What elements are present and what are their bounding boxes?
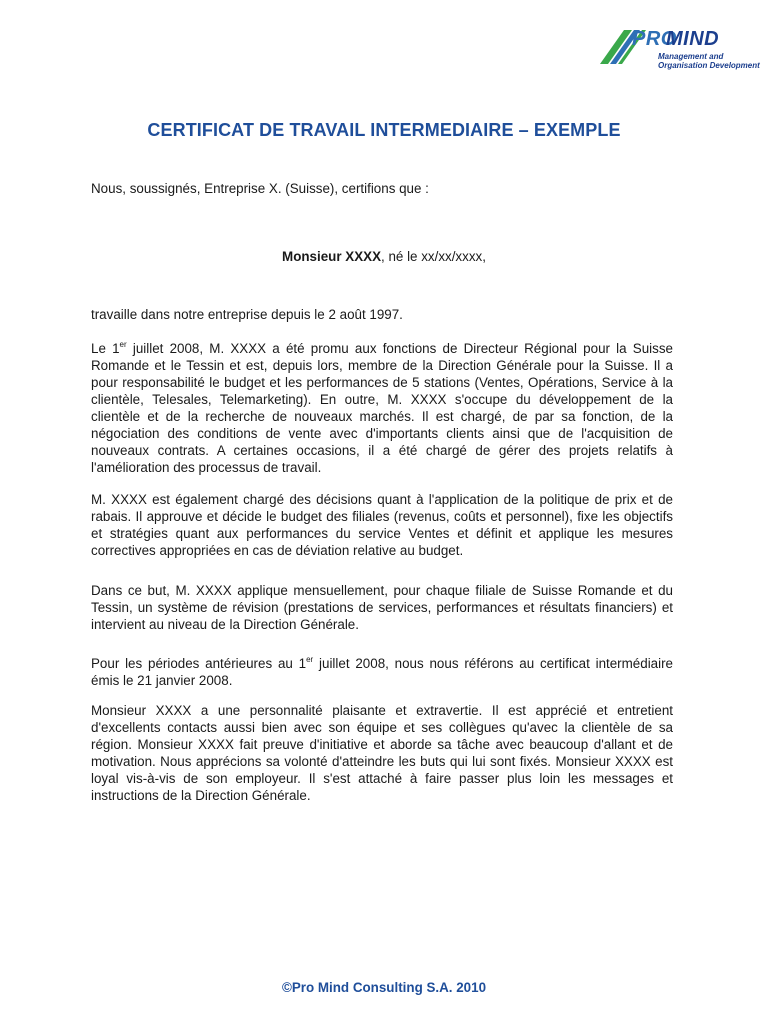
logo-mind-text: MIND <box>666 28 720 50</box>
personality-paragraph: Monsieur XXXX a une personnalité plaisante et extravertie. Il est apprécié et entretient d'excellents contacts aussi bien avec son équipe et ses collègues qu'avec la clientèle de sa région. Monsieur XXXX fait preuve d'initiative et aborde sa tâche avec beaucoup d'allant et de motivation. Nous apprécions sa volonté d'atteindre les buts qui lui sont fixés. Monsieur XXXX est loyal vis-à-vis de son employeur. Il s'est attaché à faire passer plus loin les messages et instructions de la Direction Générale. <box>91 703 673 803</box>
previous-rest: juillet 2008, nous nous référons au certificat intermédiaire émis le 21 janvier 2008. <box>91 656 673 688</box>
logo-pro-text: PRO <box>632 28 677 50</box>
employment-paragraph: travaille dans notre entreprise depuis le 2 août 1997. <box>91 307 403 322</box>
promotion-paragraph <box>91 340 673 476</box>
logo-tagline-1: Management and <box>658 52 724 61</box>
previous-period-paragraph <box>91 655 673 689</box>
document-title: CERTIFICAT DE TRAVAIL INTERMEDIAIRE – EXEMPLE <box>147 120 621 140</box>
copyright-footer: ©Pro Mind Consulting S.A. 2010 <box>281 980 487 995</box>
employee-line <box>0 249 768 264</box>
logo-tagline-2: Organisation Development <box>658 61 760 70</box>
promind-logo <box>596 24 760 80</box>
promotion-sup: er <box>119 339 127 349</box>
previous-prefix: Pour les périodes antérieures au 1 <box>91 656 307 671</box>
review-paragraph: Dans ce but, M. XXXX applique mensuellement, pour chaque filiale de Suisse Romande et du Tessin, un système de révision (prestations de services, performances et résultats financiers) et intervient au niveau de la Direction Générale. <box>91 583 673 632</box>
promotion-prefix: Le 1 <box>91 341 120 356</box>
promotion-rest: juillet 2008, M. XXXX a été promu aux fonctions de Directeur Régional pour la Suisse Romande et le Tessin et est, depuis lors, membre de la Direction Générale pour la Suisse. Il a pour responsabilité le budget et les performances de 5 stations (Ventes, Opérations, Service à la clientèle, Telesales, Telemarketing). En outre, M. XXXX s'occupe du développement de la clientèle et de la recherche de nouveaux marchés. Il est chargé, de par sa fonction, de la négociation des conditions de vente avec d'importants clients ainsi que de l'acquisition de nouveaux contrats. A certaines occasions, il a été chargé de gérer des projets relatifs à l'amélioration des processus de travail. <box>91 341 673 475</box>
pricing-paragraph: M. XXXX est également chargé des décisions quant à l'application de la politique de prix et de rabais. Il approuve et décide le budget des filiales (revenus, coûts et personnel), fixe les objectifs et stratégies quant aux performances du service Ventes et définit et applique les mesures correctives appropriées en cas de déviation relative au budget. <box>91 492 673 558</box>
intro-paragraph: Nous, soussignés, Entreprise X. (Suisse), certifions que : <box>91 181 429 196</box>
previous-sup: er <box>306 654 314 664</box>
employee-name: Monsieur XXXX <box>282 249 382 264</box>
employee-birth: , né le xx/xx/xxxx, <box>381 249 486 264</box>
